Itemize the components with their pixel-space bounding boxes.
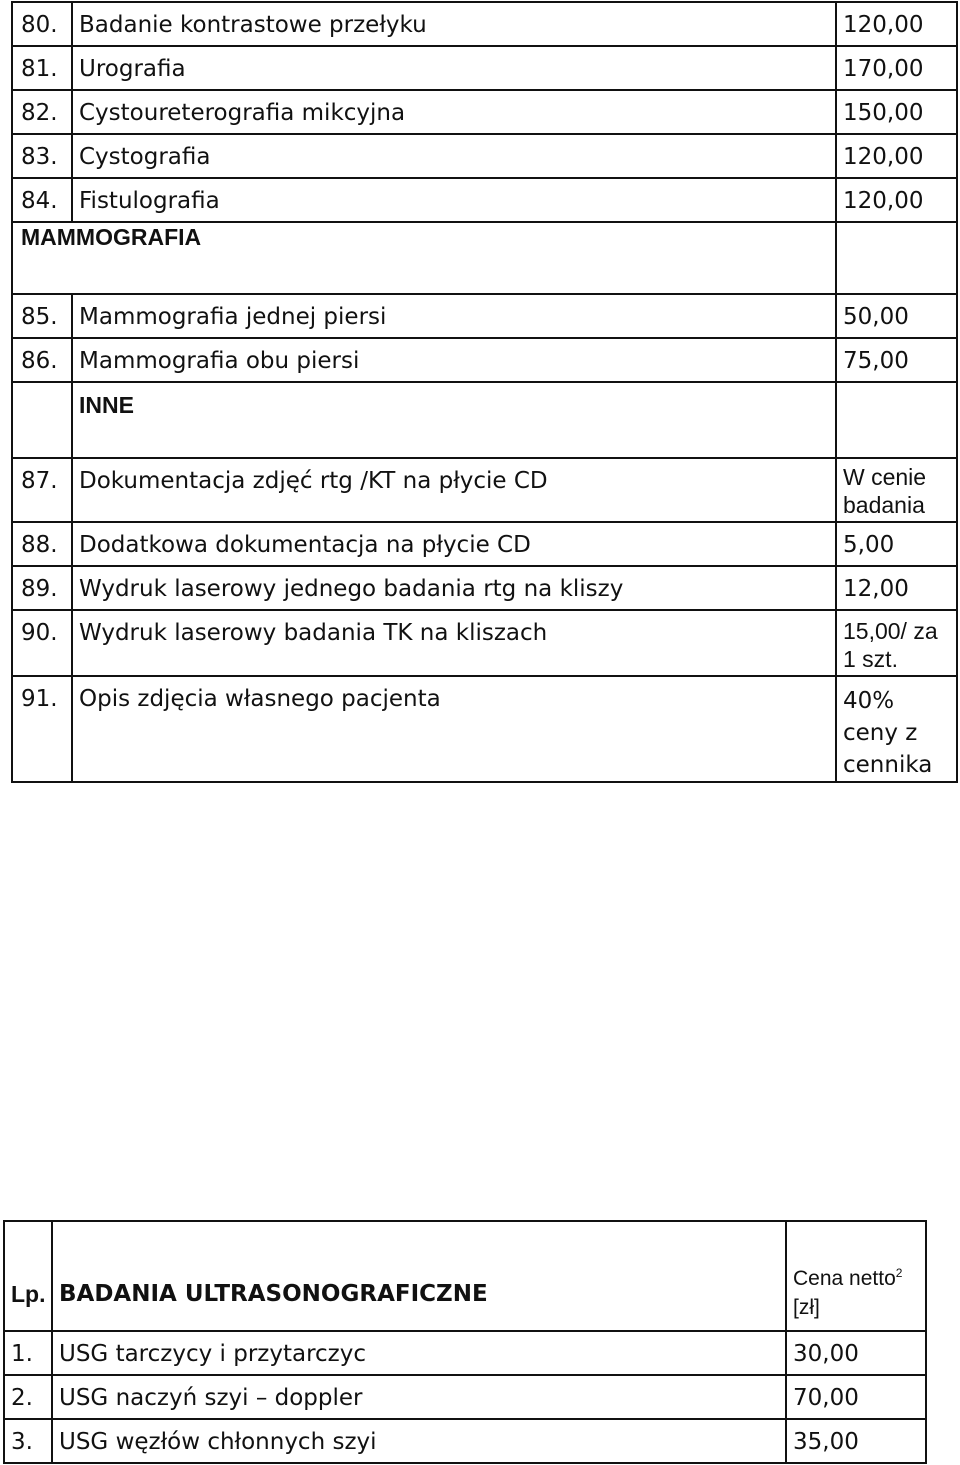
row-price: 120,00 — [836, 178, 957, 222]
column-header-price — [786, 1221, 926, 1331]
section-heading: MAMMOGRAFIA — [12, 222, 836, 294]
price-table-radiology — [11, 1, 958, 783]
price-table-ultrasound — [3, 1220, 927, 1464]
table-row — [12, 610, 957, 676]
row-number: 83. — [12, 134, 72, 178]
row-name: Mammografia obu piersi — [72, 338, 836, 382]
row-name: Fistulografia — [72, 178, 836, 222]
section-heading: INNE — [72, 382, 836, 458]
row-number: 87. — [12, 458, 72, 522]
table-row — [12, 294, 957, 338]
table-row — [12, 458, 957, 522]
row-name: Urografia — [72, 46, 836, 90]
row-number: 90. — [12, 610, 72, 676]
row-number: 3. — [4, 1419, 52, 1463]
table-row — [12, 338, 957, 382]
row-price: 120,00 — [836, 2, 957, 46]
row-number: 91. — [12, 676, 72, 782]
row-name: Wydruk laserowy jednego badania rtg na kliszy — [72, 566, 836, 610]
row-price: 120,00 — [836, 134, 957, 178]
table-row — [12, 522, 957, 566]
row-number: 88. — [12, 522, 72, 566]
row-name: Opis zdjęcia własnego pacjenta — [72, 676, 836, 782]
row-price: 50,00 — [836, 294, 957, 338]
row-name: Mammografia jednej piersi — [72, 294, 836, 338]
row-number: 1. — [4, 1331, 52, 1375]
row-name: Cystoureterografia mikcyjna — [72, 90, 836, 134]
row-name: Dodatkowa dokumentacja na płycie CD — [72, 522, 836, 566]
table-row — [12, 90, 957, 134]
row-price: 150,00 — [836, 90, 957, 134]
row-number: 82. — [12, 90, 72, 134]
row-number: 81. — [12, 46, 72, 90]
row-name: Cystografia — [72, 134, 836, 178]
row-name: USG naczyń szyi – doppler — [52, 1375, 786, 1419]
table-row — [12, 676, 957, 782]
table-row — [12, 2, 957, 46]
price-header-unit: [zł] — [793, 1296, 820, 1319]
column-header-title: BADANIA ULTRASONOGRAFICZNE — [52, 1221, 786, 1331]
row-price: 15,00/ za 1 szt. — [836, 610, 957, 676]
row-price: 30,00 — [786, 1331, 926, 1375]
table-row — [4, 1419, 926, 1463]
row-price: 70,00 — [786, 1375, 926, 1419]
table-row — [12, 46, 957, 90]
row-price: W cenie badania — [836, 458, 957, 522]
row-name: Dokumentacja zdjęć rtg /KT na płycie CD — [72, 458, 836, 522]
row-number: 84. — [12, 178, 72, 222]
row-price: 5,00 — [836, 522, 957, 566]
row-name: Wydruk laserowy badania TK na kliszach — [72, 610, 836, 676]
row-price: 12,00 — [836, 566, 957, 610]
table-row — [4, 1331, 926, 1375]
row-price: 170,00 — [836, 46, 957, 90]
table-row — [4, 1375, 926, 1419]
row-price: 40% ceny z cennika — [836, 676, 957, 782]
table-row — [12, 134, 957, 178]
row-number: 80. — [12, 2, 72, 46]
row-number: 85. — [12, 294, 72, 338]
row-number: 2. — [4, 1375, 52, 1419]
row-price: 75,00 — [836, 338, 957, 382]
row-number: 89. — [12, 566, 72, 610]
row-name: USG węzłów chłonnych szyi — [52, 1419, 786, 1463]
section-row-inne — [12, 382, 957, 458]
section-row-mammografia — [12, 222, 957, 294]
row-price: 35,00 — [786, 1419, 926, 1463]
table-header-row — [4, 1221, 926, 1331]
table-row — [12, 178, 957, 222]
price-header-label: Cena netto — [793, 1267, 896, 1290]
column-header-lp: Lp. — [4, 1221, 52, 1331]
row-name: Badanie kontrastowe przełyku — [72, 2, 836, 46]
row-number: 86. — [12, 338, 72, 382]
row-name: USG tarczycy i przytarczyc — [52, 1331, 786, 1375]
table-row — [12, 566, 957, 610]
price-header-footnote: 2 — [895, 1266, 903, 1280]
